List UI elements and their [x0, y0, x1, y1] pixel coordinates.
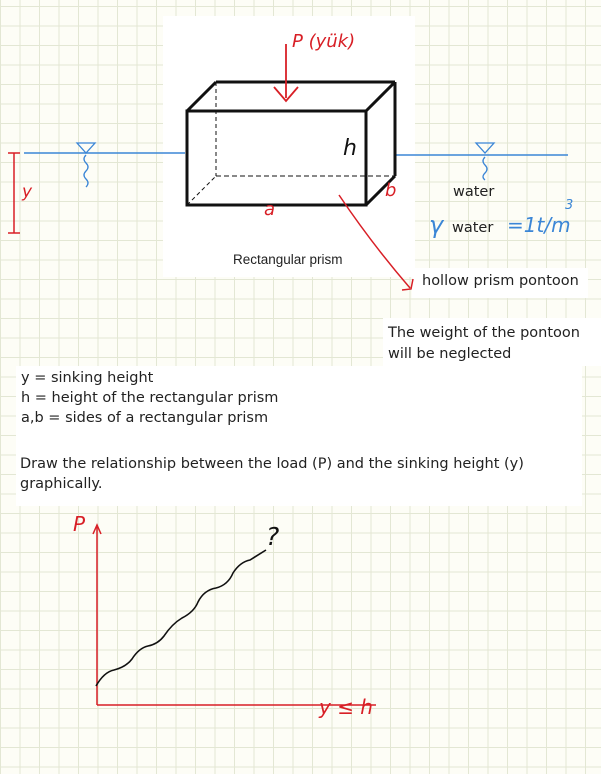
- water-label: water: [453, 184, 495, 200]
- figure-caption: Rectangular prism: [233, 252, 343, 267]
- graph-unknown-mark: ?: [266, 522, 280, 551]
- graph-y-axis-label: P: [73, 512, 86, 536]
- dim-h-label: h: [343, 136, 357, 161]
- definition-y: y = sinking height: [21, 370, 154, 386]
- y-dimension: [8, 153, 20, 233]
- pontoon-pointer-arrow: [339, 195, 413, 290]
- dim-b-label: b: [385, 180, 397, 201]
- definition-h: h = height of the rectangular prism: [21, 390, 279, 406]
- dim-y-label: y: [22, 182, 33, 202]
- load-vs-sinking-curve: [96, 550, 266, 686]
- gamma-subscript: water: [452, 220, 494, 236]
- gamma-exponent: 3: [565, 198, 574, 213]
- graph-x-axis-label: y ≤ h: [319, 695, 373, 719]
- gamma-symbol: γ: [429, 211, 444, 239]
- rectangular-prism: [187, 82, 395, 205]
- water-symbol-right: [476, 143, 494, 180]
- load-label: P (yük): [292, 31, 356, 52]
- water-symbol-left: [77, 143, 95, 187]
- definition-ab: a,b = sides of a rectangular prism: [21, 410, 269, 426]
- weight-note: The weight of the pontoon will be neglected: [388, 325, 580, 362]
- load-arrow: [274, 44, 298, 101]
- dim-a-label: a: [264, 199, 276, 220]
- graph-axes: [93, 525, 376, 705]
- question-text: Draw the relationship between the load (P) and the sinking height (y) graphically.: [20, 456, 524, 492]
- pontoon-label: hollow prism pontoon: [422, 273, 579, 289]
- gamma-value: =1t/m: [507, 213, 571, 237]
